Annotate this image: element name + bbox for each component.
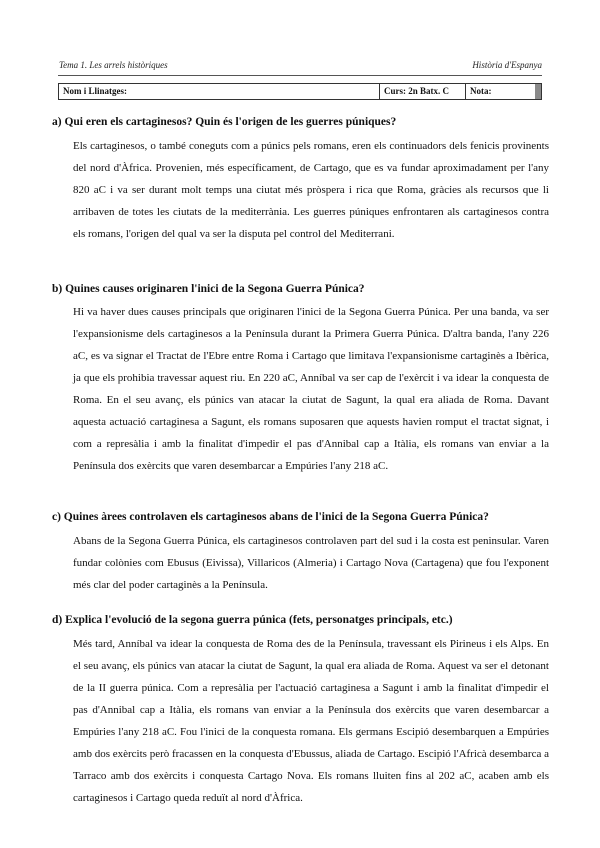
question-b-title: b) Quines causes originaren l'inici de la Segona Guerra Púnica? bbox=[52, 283, 365, 295]
answer-b: Hi va haver dues causes principals que originaren l'inici de la Segona Guerra Púnica. Per una banda, va ser l'expansionisme dels cartaginesos a la Península durant la Primera Guerra Púnica. D'altra banda, l'any 226 aC, es va signar el Tractat de l'Ebre entre Roma i Cartago que limitava l'expansionisme cartaginès a Ibèrica, ja que els prohibia travessar aquest riu. En 220 aC, Anníbal va ser cap de l'exèrcit i va idear la conquesta de Roma. En el seu avanç, els púnics van atacar la ciutat de Sagunt, la qual era aliada de Roma. Davant aquesta actuació cartaginesa a Sagunt, els romans suposaren que aquests havien romput el tractat signat, i com a represàlia i amb la finalitat d'impedir el pas d'Annibal cap a Itàlia, els romans van enviar a la Península dos exèrcits que varen desembarcar a Empúries l'any 218 aC. bbox=[73, 306, 549, 472]
course-label: Curs: 2n Batx. C bbox=[384, 86, 450, 96]
question-c-title: c) Quines àrees controlaven els cartaginesos abans de l'inici de la Segona Guerra Púnica? bbox=[52, 511, 489, 523]
grade-label: Nota: bbox=[470, 86, 492, 96]
answer-d: Més tard, Anníbal va idear la conquesta de Roma des de la Península, travessant els Pirineus i els Alps. En el seu avanç, els púnics van atacar la ciutat de Sagunt, la qual era aliada de Roma. Aquest va ser el detonant de la II guerra púnica. Com a represàlia per l'actuació cartaginesa a Sagunt i amb la finalitat d'impedir el pas d'Annibal cap a Itàlia, els romans van enviar a la Península dos exèrcits que varen desembarcar a Empúries l'any 218 aC. Fou l'inici de la conquesta romana. Els germans Escipió desembarquen a Empúries amb dos exèrcits però fracassen en la conquesta d'Ebussus, aliada de Cartago. Escipió l'Africà desembarca a Tarraco amb dos exèrcits i conquesta Cartago Nova. Els romans lluiten fins al 202 aC, acaben amb els cartaginesos i Cartago queda reduït al nord d'Àfrica. bbox=[73, 638, 549, 804]
course-field bbox=[380, 84, 466, 99]
header-rule bbox=[58, 75, 542, 76]
name-field[interactable] bbox=[59, 84, 380, 99]
answer-c: Abans de la Segona Guerra Púnica, els cartaginesos controlaven part del sud i la costa est peninsular. Varen fundar colònies com Ebusus (Eivissa), Villaricos (Almeria) i Cartago Nova (Cartagena) que fou l'exponent més clar del poder cartaginès a la Península. bbox=[73, 535, 549, 591]
name-label: Nom i Llinatges: bbox=[63, 86, 127, 96]
page-header bbox=[59, 60, 542, 74]
grade-field[interactable] bbox=[466, 84, 536, 99]
question-a-title: a) Qui eren els cartaginesos? Quin és l'origen de les guerres púniques? bbox=[52, 116, 397, 128]
student-info-box bbox=[58, 83, 542, 100]
header-subject: Història d'Espanya bbox=[472, 60, 542, 70]
header-topic: Tema 1. Les arrels històriques bbox=[59, 60, 168, 70]
box-shade bbox=[535, 84, 541, 99]
question-d-title: d) Explica l'evolució de la segona guerra púnica (fets, personatges principals, etc.) bbox=[52, 614, 453, 626]
answer-a: Els cartaginesos, o també coneguts com a púnics pels romans, eren els continuadors dels fenicis provinents del nord d'Àfrica. Provenien, més específicament, de Cartago, que es va fundar aproximadament per l'any 820 aC i va ser durant molt temps una ciutat més pròspera i rica que Roma, gràcies als recursos que li arribaven de totes les ciutats de la mediterrània. Les guerres púniques enfrontaren als cartaginesos contra els romans, l'origen del qual va ser la disputa pel control del Mediterrani. bbox=[73, 140, 549, 240]
